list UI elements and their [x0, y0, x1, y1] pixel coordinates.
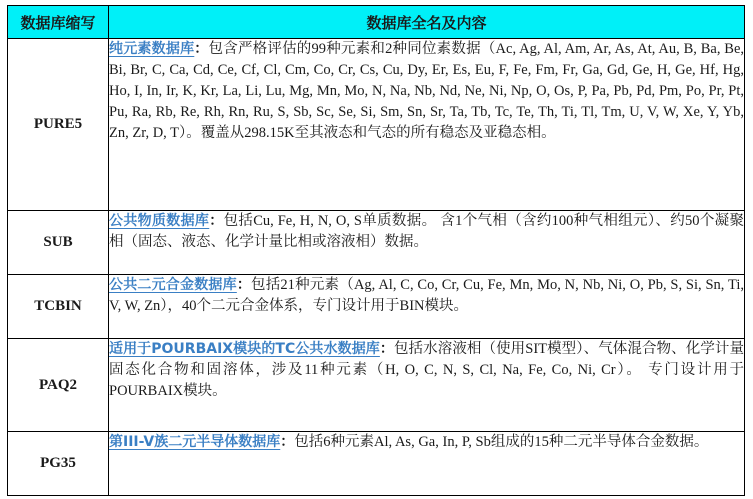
desc-cell [109, 432, 745, 496]
table-row-pg35 [8, 432, 745, 496]
database-name-link[interactable]: 适用于POURBAIX模块的TC公共水数据库 [109, 341, 380, 357]
colon: ： [236, 277, 252, 293]
description-text: 包括21种元素（Ag, Al, C, Co, Cr, Cu, Fe, Mn, Mo, N, Nb, Ni, O, Pb, S, Si, Sn, Ti, V, W, Zn），40个二元合金体系，专门设计用于BIN模块。 [109, 277, 744, 314]
table-row-paq2 [8, 339, 745, 432]
database-name-link[interactable]: 公共二元合金数据库 [109, 277, 237, 293]
header-row [8, 6, 745, 39]
abbr-cell: SUB [8, 211, 109, 275]
desc-cell [109, 275, 745, 339]
description-text: 包括Cu, Fe, H, N, O, S单质数据。 含1个气相（含约100种气相组元）、约50个凝聚相（固态、液态、化学计量比相或溶液相）数据。 [109, 213, 745, 250]
description-text: 包括水溶液相（使用SIT模型）、气体混合物、化学计量固态化合物和固溶体，涉及11种元素（H, O, C, N, S, Cl, Na, Fe, Co, Ni, Cr）。 专门设计用于POURBAIX模块。 [109, 341, 744, 399]
colon: ： [194, 41, 209, 57]
description-text: 包含严格评估的99种元素和2种同位素数据（Ac, Ag, Al, Am, Ar, As, At, Au, B, Ba, Be, Bi, Br, C, Ca, Cd, Ce, Cf, Cl, Cm, Co, Cr, Cs, Cu, Dy, Er, Es, Eu, F, Fe, Fm, Fr, Ga, Gd, Ge, H, Ge, Hf, Hg, Ho, I, In, Ir, K, Kr, La, Li, Lu, Mg, Mn, Mo, N, Na, Nb, Nd, Ne, Ni, Np, O, Os, P, Pa, Pb, Pd, Pm, Po, Pr, Pt, Pu, Ra, Rb, Re, Rh, Rn, Ru, S, Sb, Sc, Se, Si, Sm, Sn, Sr, Ta, Tb, Tc, Te, Th, Ti, Tl, Tm, U, V, W, Xe, Y, Yb, Zn, Zr, D, T）。覆盖从298.15K至其液态和气态的所有稳态及亚稳态相。 [109, 41, 745, 141]
table-row-tcbin [8, 275, 745, 339]
header-full-name: 数据库全名及内容 [109, 6, 745, 39]
database-name-link[interactable]: 纯元素数据库 [109, 41, 195, 57]
description-text: 包括6种元素Al, As, Ga, In, P, Sb组成的15种二元半导体合金数据。 [294, 434, 709, 450]
abbr-cell: TCBIN [8, 275, 109, 339]
abbr-cell: PURE5 [8, 39, 109, 211]
database-name-link[interactable]: 公共物质数据库 [109, 213, 210, 229]
desc-cell [109, 211, 745, 275]
abbr-cell: PG35 [8, 432, 109, 496]
colon: ： [379, 341, 394, 357]
abbr-cell: PAQ2 [8, 339, 109, 432]
desc-cell [109, 339, 745, 432]
header-abbreviation: 数据库缩写 [8, 6, 109, 39]
colon: ： [209, 213, 224, 229]
colon: ： [280, 434, 295, 450]
desc-cell [109, 39, 745, 211]
table-row-sub [8, 211, 745, 275]
table-row-pure5 [8, 39, 745, 211]
database-name-link[interactable]: 第III-V族二元半导体数据库 [109, 434, 281, 450]
database-table [7, 5, 745, 496]
